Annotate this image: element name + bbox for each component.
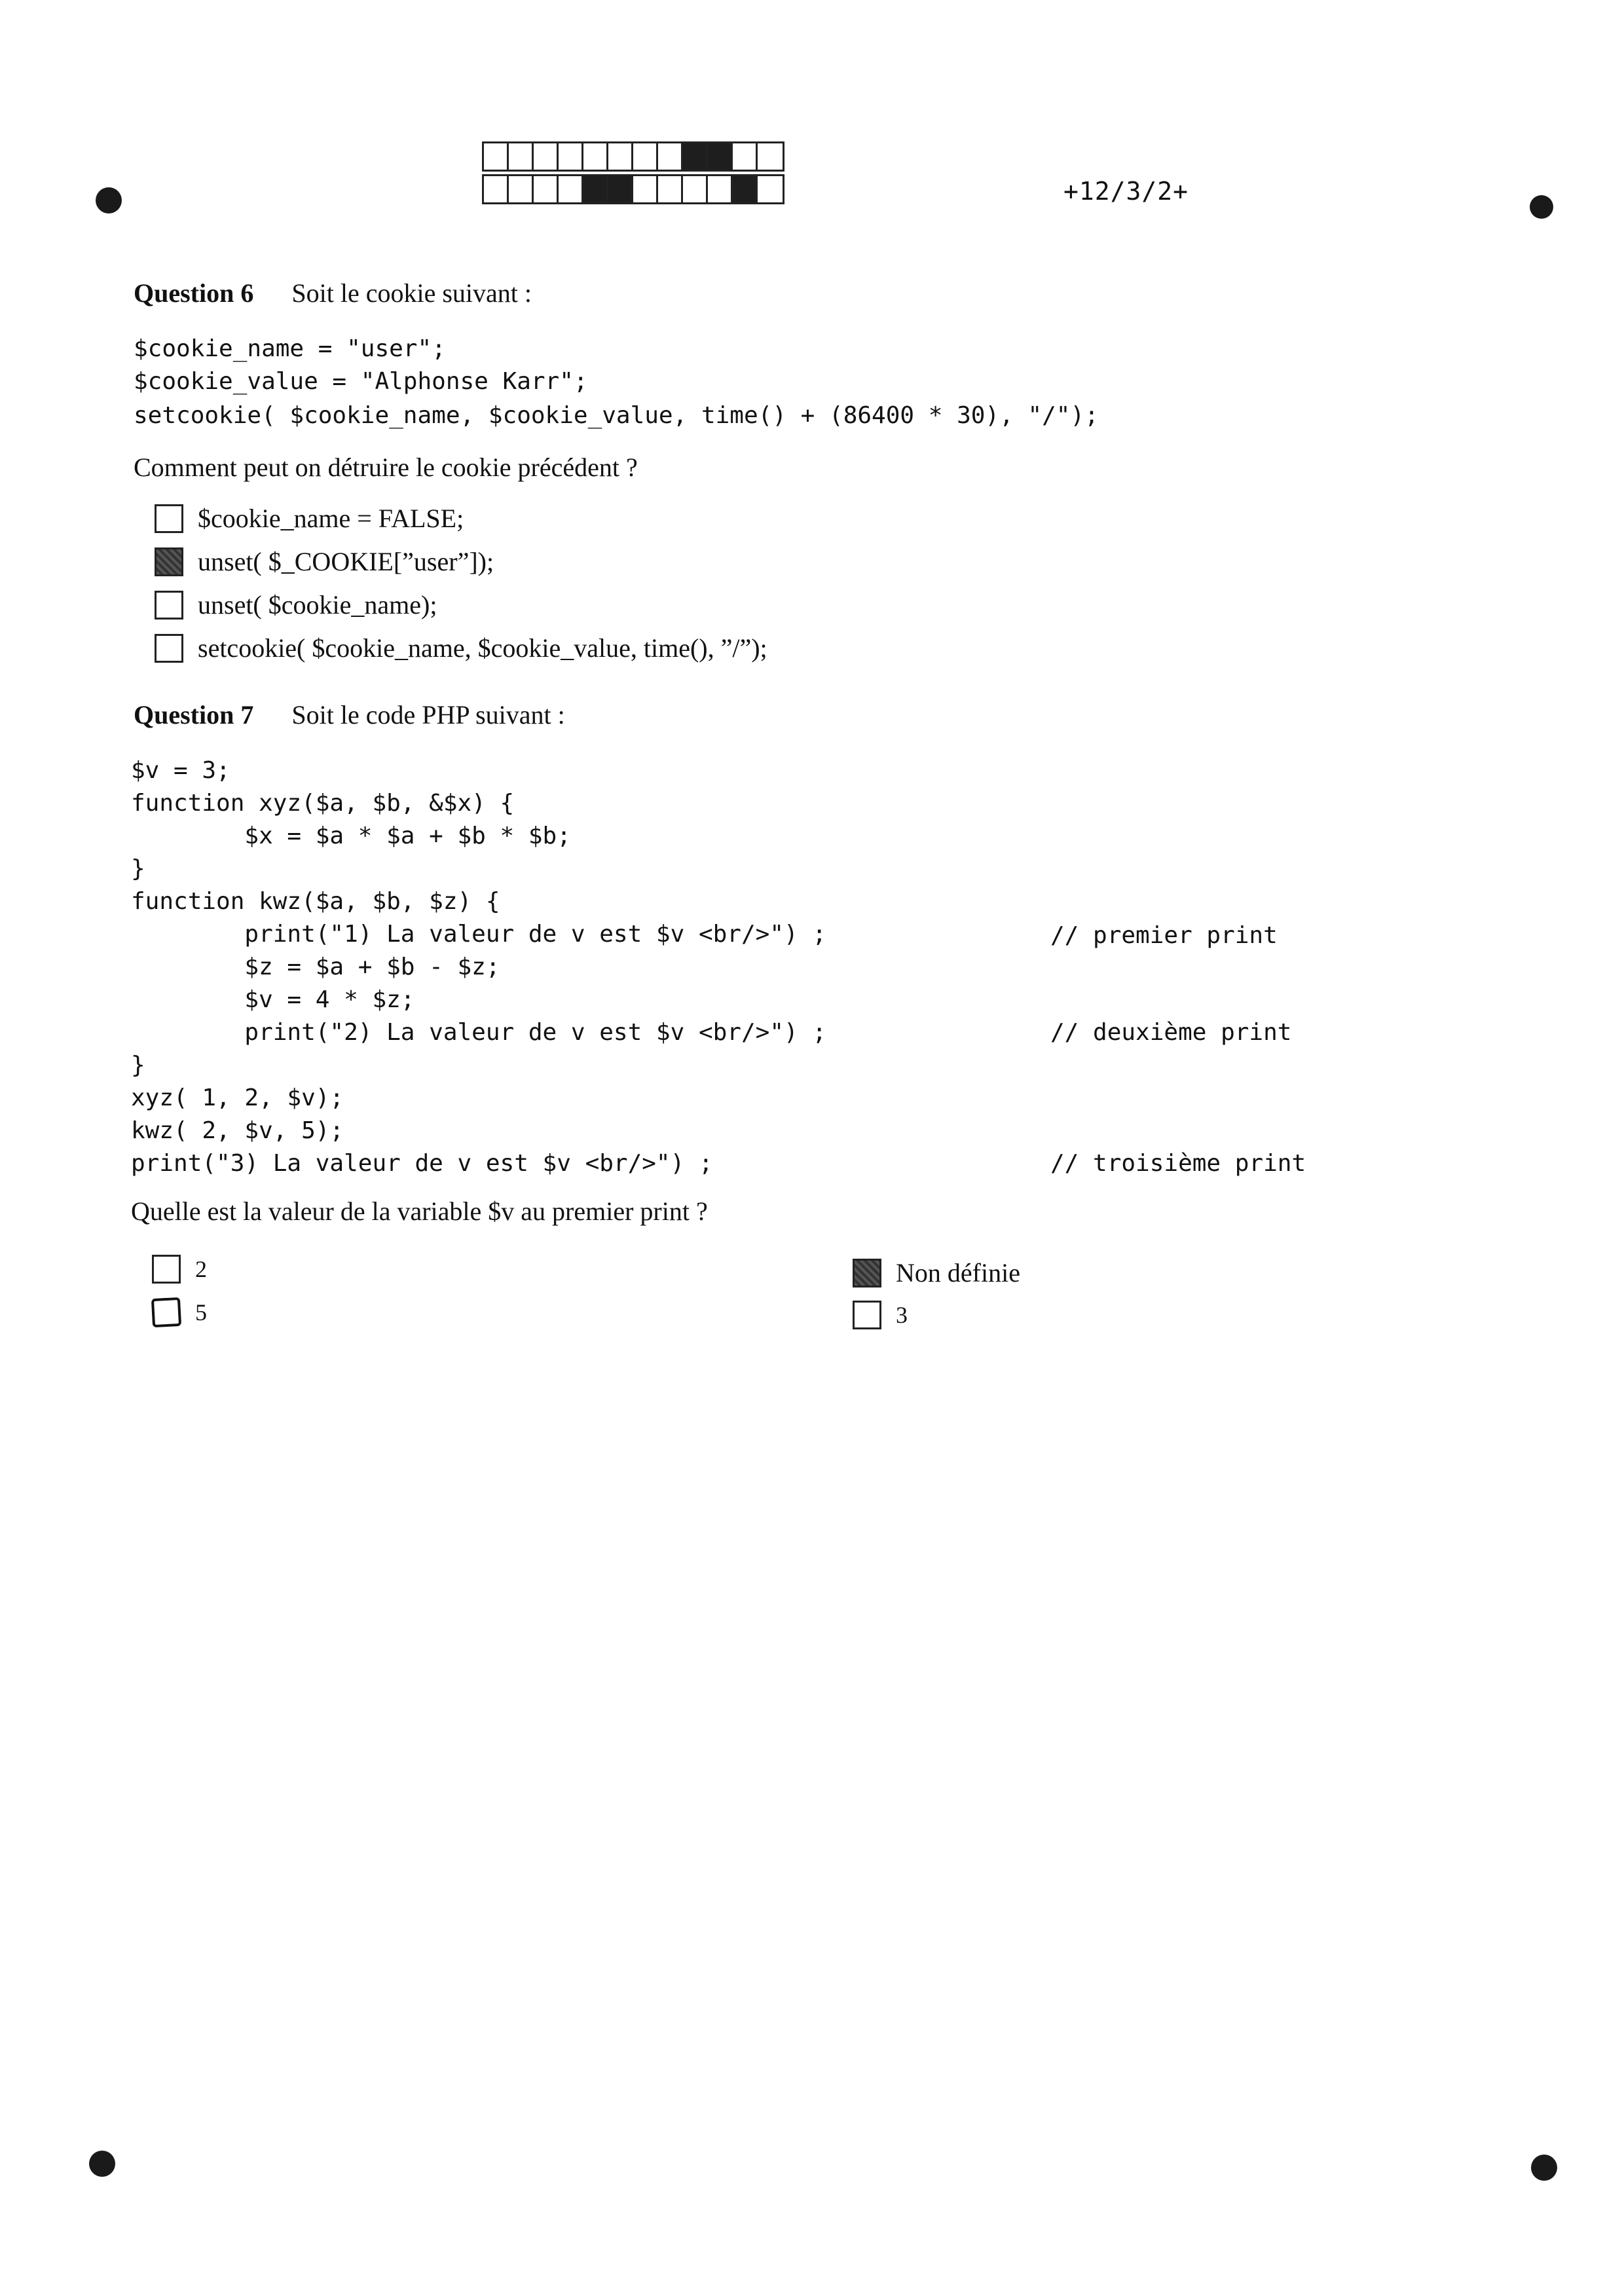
- question-6-number: Question 6: [134, 278, 254, 308]
- question-7-header: [134, 699, 565, 730]
- barcode-cell: [658, 143, 683, 170]
- code-comment-second: // deuxième print: [1050, 1019, 1292, 1046]
- id-barcode-row-1: [482, 141, 784, 172]
- option-label: 3: [896, 1302, 908, 1328]
- q6-code-line: $cookie_name = "user";: [134, 335, 446, 362]
- code-comment-third: // troisième print: [1050, 1150, 1306, 1177]
- q6-code-line: $cookie_value = "Alphonse Karr";: [134, 368, 588, 395]
- barcode-cell: [633, 176, 658, 202]
- barcode-cell: [708, 176, 733, 202]
- question-6-header: [134, 278, 532, 308]
- checkbox-checked[interactable]: [155, 547, 183, 576]
- question-7-text: Quelle est la valeur de la variable $v au premier print ?: [131, 1196, 708, 1226]
- barcode-cell: [534, 143, 559, 170]
- option-label: unset( $_COOKIE[”user”]);: [198, 547, 494, 576]
- q7-code-line: print("2) La valeur de v est $v <br/>") ;: [131, 1019, 827, 1046]
- checkbox[interactable]: [853, 1301, 881, 1329]
- q7-code-line: $z = $a + $b - $z;: [131, 954, 500, 980]
- barcode-cell: [484, 143, 509, 170]
- q7-code-line: kwz( 2, $v, 5);: [131, 1117, 344, 1144]
- code-comment-first: // premier print: [1050, 922, 1278, 949]
- barcode-cell: [509, 176, 534, 202]
- barcode-cell: [758, 143, 783, 170]
- corner-mark-top-right: [1530, 195, 1553, 219]
- q7-code-line: $v = 3;: [131, 757, 231, 784]
- barcode-cell: [534, 176, 559, 202]
- question-6-text: Comment peut on détruire le cookie précédent ?: [134, 453, 638, 482]
- q6-option[interactable]: [155, 633, 767, 663]
- q7-option[interactable]: [853, 1301, 908, 1329]
- corner-mark-bottom-right: [1531, 2155, 1557, 2181]
- page-id: +12/3/2+: [1063, 177, 1189, 206]
- q7-code-line: function kwz($a, $b, $z) {: [131, 888, 500, 915]
- option-label: setcookie( $cookie_name, $cookie_value, time(), ”/”);: [198, 633, 767, 663]
- barcode-cell: [633, 143, 658, 170]
- barcode-cell: [733, 143, 758, 170]
- barcode-cell: [708, 143, 733, 170]
- barcode-cell: [683, 176, 708, 202]
- q7-code-line: }: [131, 855, 145, 882]
- option-label: $cookie_name = FALSE;: [198, 504, 464, 533]
- q7-code-line: print("3) La valeur de v est $v <br/>") ;: [131, 1150, 713, 1177]
- corner-mark-bottom-left: [89, 2151, 115, 2177]
- barcode-cell: [608, 176, 633, 202]
- option-label: 5: [195, 1299, 207, 1325]
- checkbox[interactable]: [152, 1255, 181, 1284]
- q7-code-line: $v = 4 * $z;: [131, 986, 415, 1013]
- q7-code-line: function xyz($a, $b, &$x) {: [131, 790, 515, 817]
- id-barcode-row-2: [482, 174, 784, 204]
- barcode-cell: [758, 176, 783, 202]
- barcode-cell: [583, 176, 608, 202]
- barcode-cell: [733, 176, 758, 202]
- barcode-cell: [683, 143, 708, 170]
- q7-code-line: $x = $a * $a + $b * $b;: [131, 823, 571, 849]
- question-7-number: Question 7: [134, 700, 254, 730]
- barcode-cell: [509, 143, 534, 170]
- checkbox-hand-marked[interactable]: [151, 1297, 181, 1327]
- q6-code-line: setcookie( $cookie_name, $cookie_value, time() + (86400 * 30), "/");: [134, 402, 1099, 429]
- q7-option[interactable]: [152, 1255, 207, 1284]
- checkbox[interactable]: [155, 591, 183, 620]
- barcode-cell: [484, 176, 509, 202]
- q7-code-line: print("1) La valeur de v est $v <br/>") ;: [131, 921, 827, 948]
- barcode-cell: [658, 176, 683, 202]
- option-label: Non définie: [896, 1258, 1020, 1287]
- q7-option[interactable]: [853, 1257, 1020, 1288]
- corner-mark-top-left: [96, 187, 122, 213]
- barcode-cell: [559, 176, 583, 202]
- option-label: 2: [195, 1256, 207, 1282]
- q6-option[interactable]: [155, 589, 437, 620]
- question-6-prompt: Soit le cookie suivant :: [291, 278, 532, 308]
- question-7-prompt: Soit le code PHP suivant :: [291, 700, 565, 730]
- barcode-cell: [608, 143, 633, 170]
- option-label: unset( $cookie_name);: [198, 590, 437, 620]
- barcode-cell: [559, 143, 583, 170]
- q7-option[interactable]: [152, 1298, 207, 1327]
- checkbox[interactable]: [155, 634, 183, 663]
- q7-code-line: xyz( 1, 2, $v);: [131, 1084, 344, 1111]
- q6-option[interactable]: [155, 503, 464, 534]
- checkbox-checked[interactable]: [853, 1259, 881, 1287]
- q6-option[interactable]: [155, 546, 494, 577]
- q7-code-line: }: [131, 1052, 145, 1079]
- checkbox[interactable]: [155, 504, 183, 533]
- barcode-cell: [583, 143, 608, 170]
